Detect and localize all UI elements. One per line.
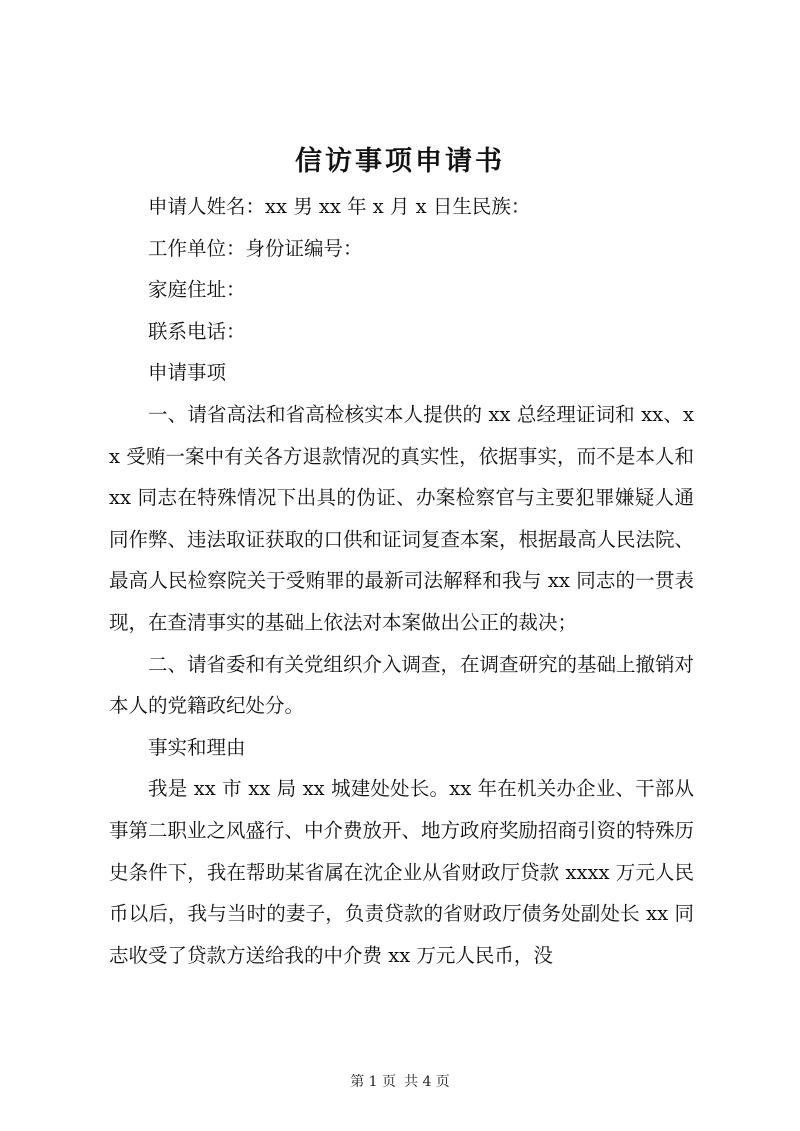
page-number: 第 1 页 [350, 1074, 396, 1090]
work-unit-line: 工作单位：身份证编号： [148, 236, 363, 260]
page-total: 共 4 页 [404, 1074, 450, 1090]
section-heading-requests: 申请事项 [148, 361, 227, 385]
phone-line: 联系电话： [148, 319, 246, 343]
document-body [109, 186, 694, 976]
home-address-line: 家庭住址： [148, 278, 246, 302]
document-title: 信访事项申请书 [295, 146, 505, 177]
request-item-2: 二、请省委和有关党组织介入调查，在调查研究的基础上撤销对本人的党籍政纪处分。 [109, 652, 695, 718]
facts-paragraph: 我是 xx 市 xx 局 xx 城建处处长。xx 年在机关办企业、干部从事第二职业之风盛行、中介费放开、地方政府奖励招商引资的特殊历史条件下，我在帮助某省属在沈企业从省财政厅贷款 xxxx 万元人民币以后，我与当时的妻子，负责贷款的省财政厅债务处副处长 xx 同志收受了贷款方送给我的中介费 xx 万元人民币，没 [109, 777, 695, 967]
request-item-1: 一、请省高法和省高检核实本人提供的 xx 总经理证词和 xx、xx 受贿一案中有关各方退款情况的真实性，依据事实，而不是本人和 xx 同志在特殊情况下出具的伪证、办案检察官与主要犯罪嫌疑人通同作弊、违法取证获取的口供和证词复查本案，根据最高人民法院、最高人民检察院关于受贿罪的最新司法解释和我与 xx 同志的一贯表现，在查清事实的基础上依法对本案做出公正的裁决； [109, 402, 695, 634]
section-heading-facts: 事实和理由 [148, 735, 246, 759]
applicant-name-line: 申请人姓名：xx 男 xx 年 x 月 x 日生民族： [148, 195, 531, 218]
page-footer [0, 1072, 800, 1092]
